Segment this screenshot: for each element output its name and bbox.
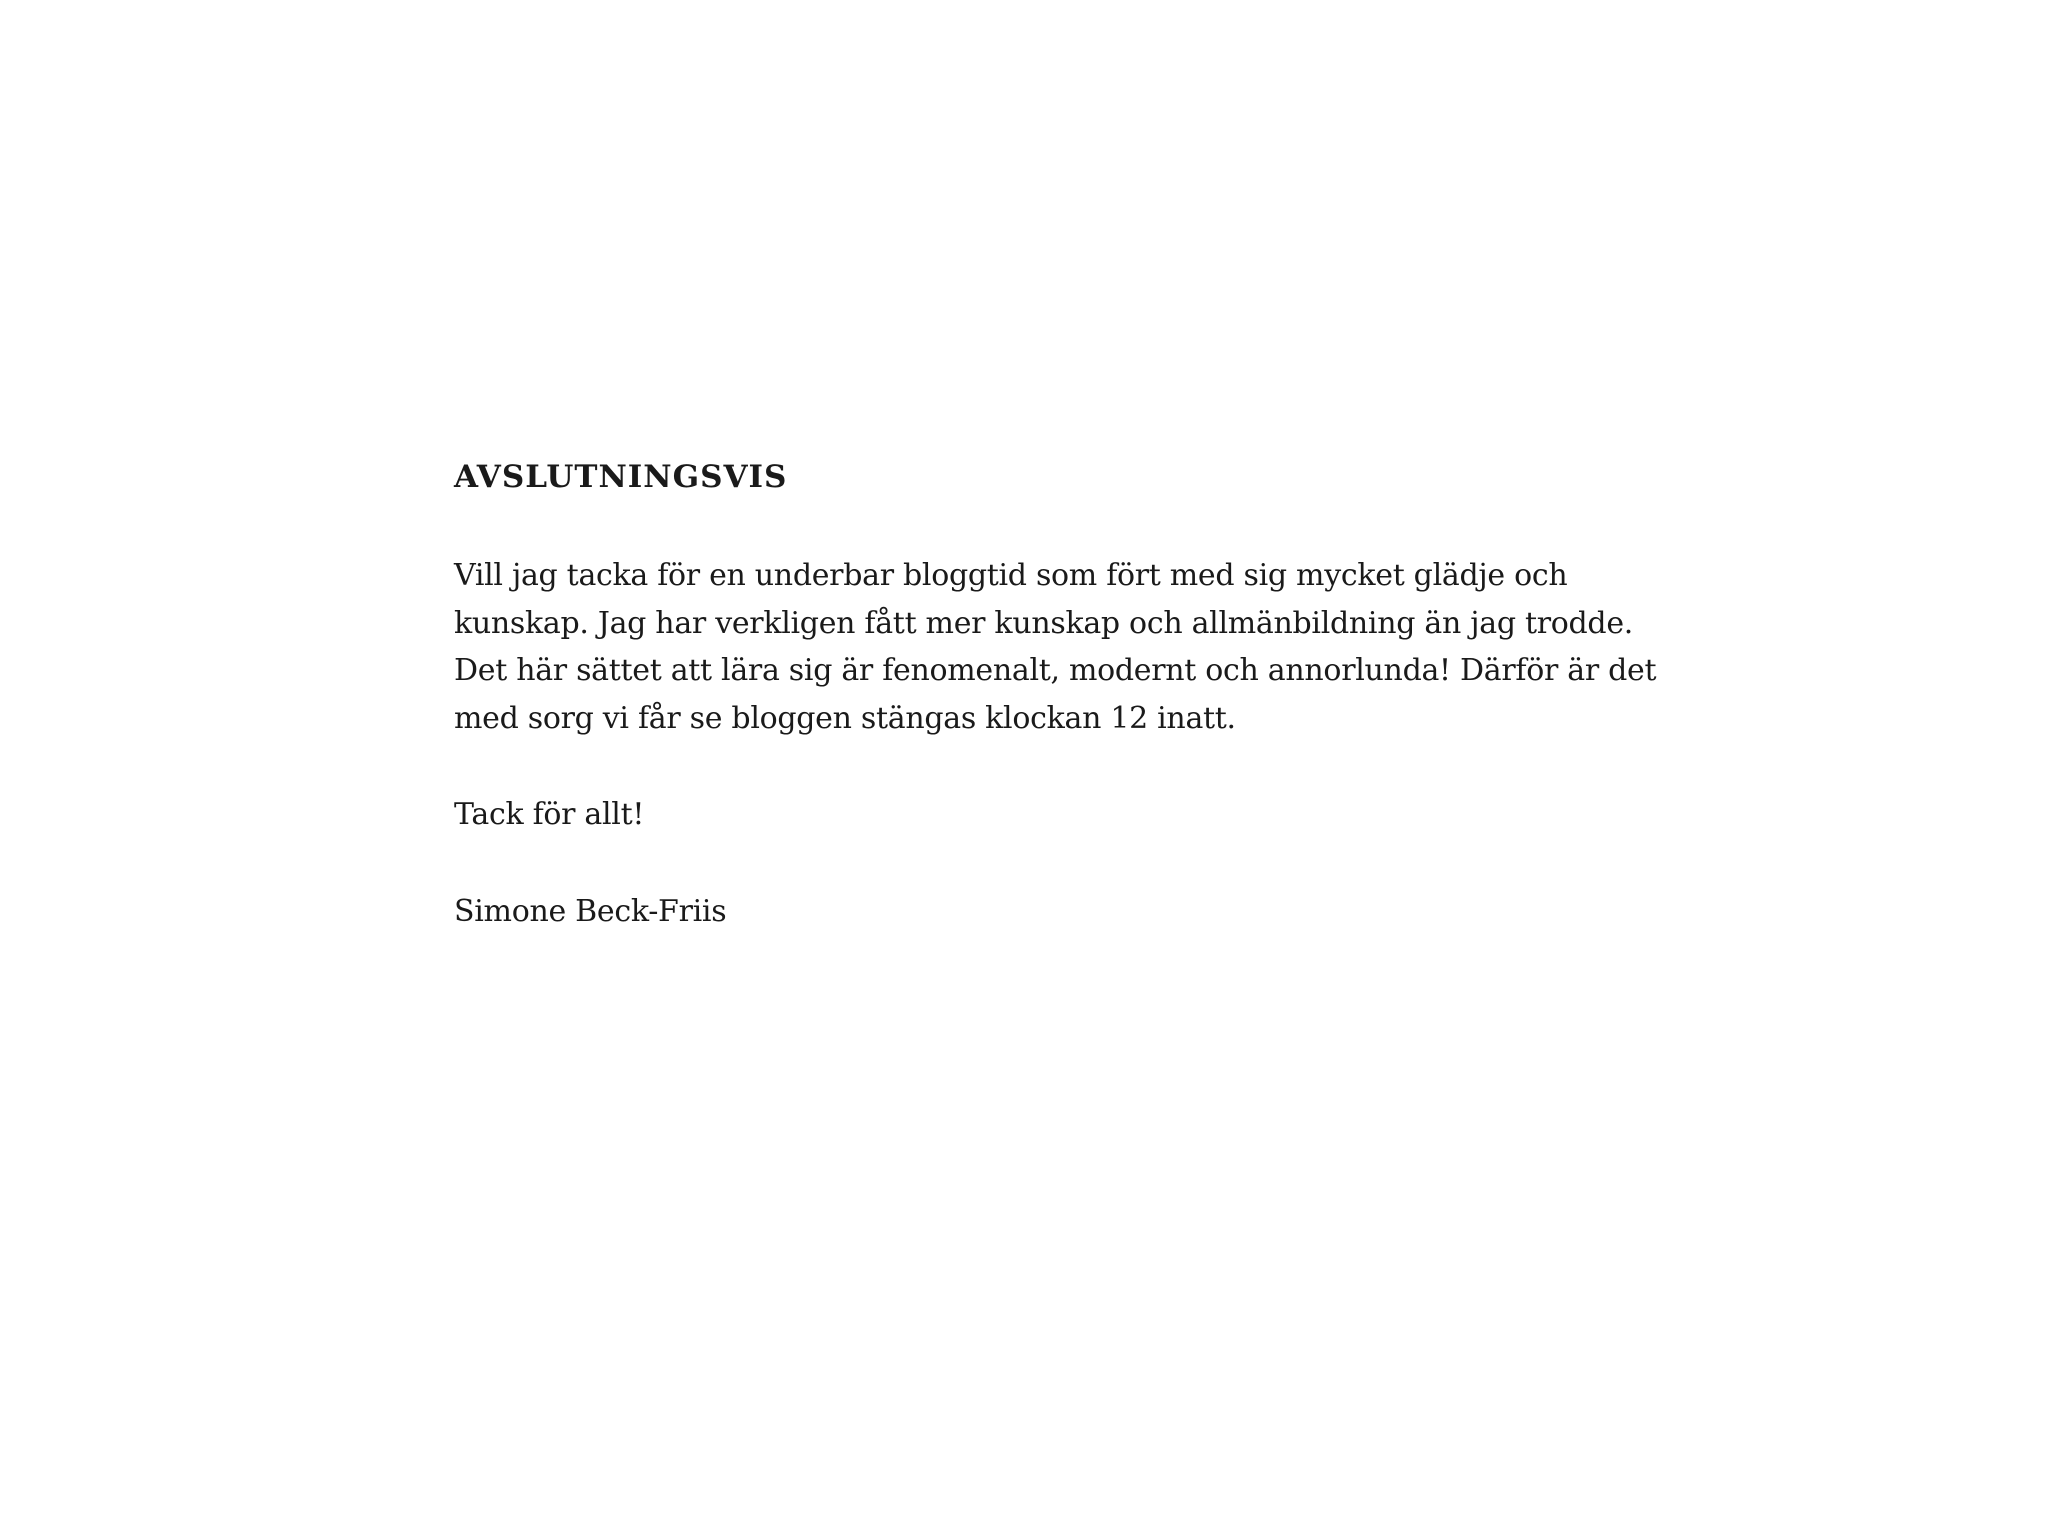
document-content: [454, 455, 1657, 935]
paragraph-line: kunskap. Jag har verkligen fått mer kunskap och allmänbildning än jag trodde.: [454, 605, 1634, 641]
paragraph-line: med sorg vi får se bloggen stängas klockan 12 inatt.: [454, 700, 1236, 736]
thanks-line: Tack för allt!: [454, 797, 645, 832]
author-signature: Simone Beck-Friis: [454, 893, 727, 929]
closing-paragraph: [454, 552, 1657, 742]
paragraph-line: Vill jag tacka för en underbar bloggtid som fört med sig mycket glädje och: [454, 558, 1568, 593]
document-heading: AVSLUTNINGSVIS: [454, 459, 788, 495]
paragraph-line: Det här sättet att lära sig är fenomenalt, modernt och annorlunda! Därför är det: [454, 653, 1657, 688]
